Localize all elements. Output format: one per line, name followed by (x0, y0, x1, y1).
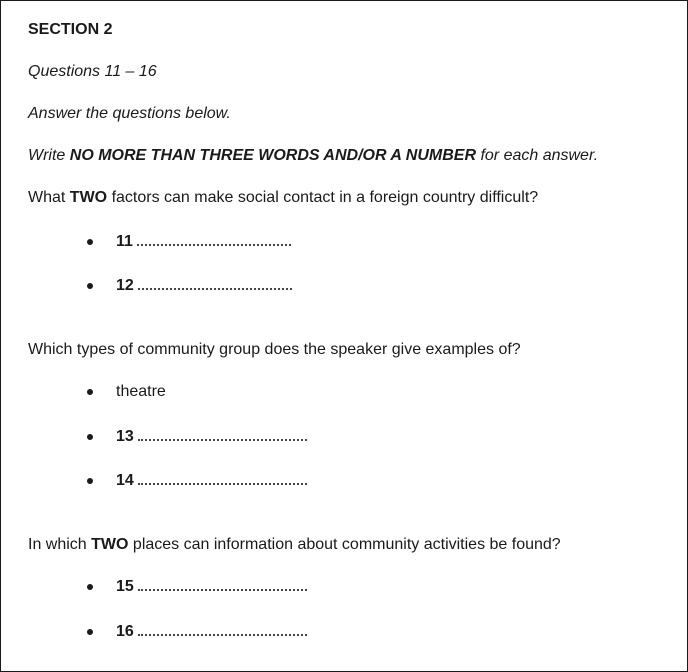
prompt-text: places can information about community activities be found? (128, 536, 561, 553)
questions-range: Questions 11 – 16 (28, 63, 157, 80)
answer-blank-15[interactable] (138, 588, 307, 591)
example-answer: theatre (116, 383, 166, 400)
bullet-icon (87, 478, 93, 484)
answer-blank-13[interactable] (138, 438, 307, 441)
instruction-word-limit (28, 147, 598, 165)
question-number: 11 (116, 233, 133, 250)
answer-blank-11[interactable] (137, 243, 291, 246)
prompt-emphasis: TWO (91, 536, 129, 553)
answer-blank-12[interactable] (138, 287, 292, 290)
prompt-text: factors can make social contact in a foreign country difficult? (107, 189, 539, 206)
bullet-icon (87, 434, 93, 440)
bullet-icon (87, 629, 93, 635)
bullet-icon (87, 283, 93, 289)
bullet-icon (87, 389, 93, 395)
bullet-icon (87, 584, 93, 590)
instruction-text: Write (28, 147, 70, 164)
question-number: 16 (116, 623, 134, 640)
instruction-text: for each answer. (476, 147, 599, 164)
answer-blank-14[interactable] (138, 482, 307, 485)
question-number: 15 (116, 578, 134, 595)
question-prompt-1 (28, 189, 538, 207)
instruction-answer: Answer the questions below. (28, 105, 231, 122)
instruction-emphasis: NO MORE THAN THREE WORDS AND/OR A NUMBER (69, 147, 476, 164)
question-prompt-3 (28, 536, 561, 554)
section-title: SECTION 2 (28, 21, 113, 38)
prompt-text: In which (28, 536, 92, 553)
question-number: 14 (116, 472, 134, 489)
answer-blank-16[interactable] (138, 633, 307, 636)
prompt-emphasis: TWO (69, 189, 108, 206)
bullet-icon (87, 239, 93, 245)
question-prompt-2 (28, 341, 521, 359)
question-number: 13 (116, 428, 134, 445)
prompt-text: What (28, 189, 70, 206)
question-number: 12 (116, 277, 134, 294)
prompt-text: Which types of community group does the speaker give examples of? (28, 341, 521, 358)
